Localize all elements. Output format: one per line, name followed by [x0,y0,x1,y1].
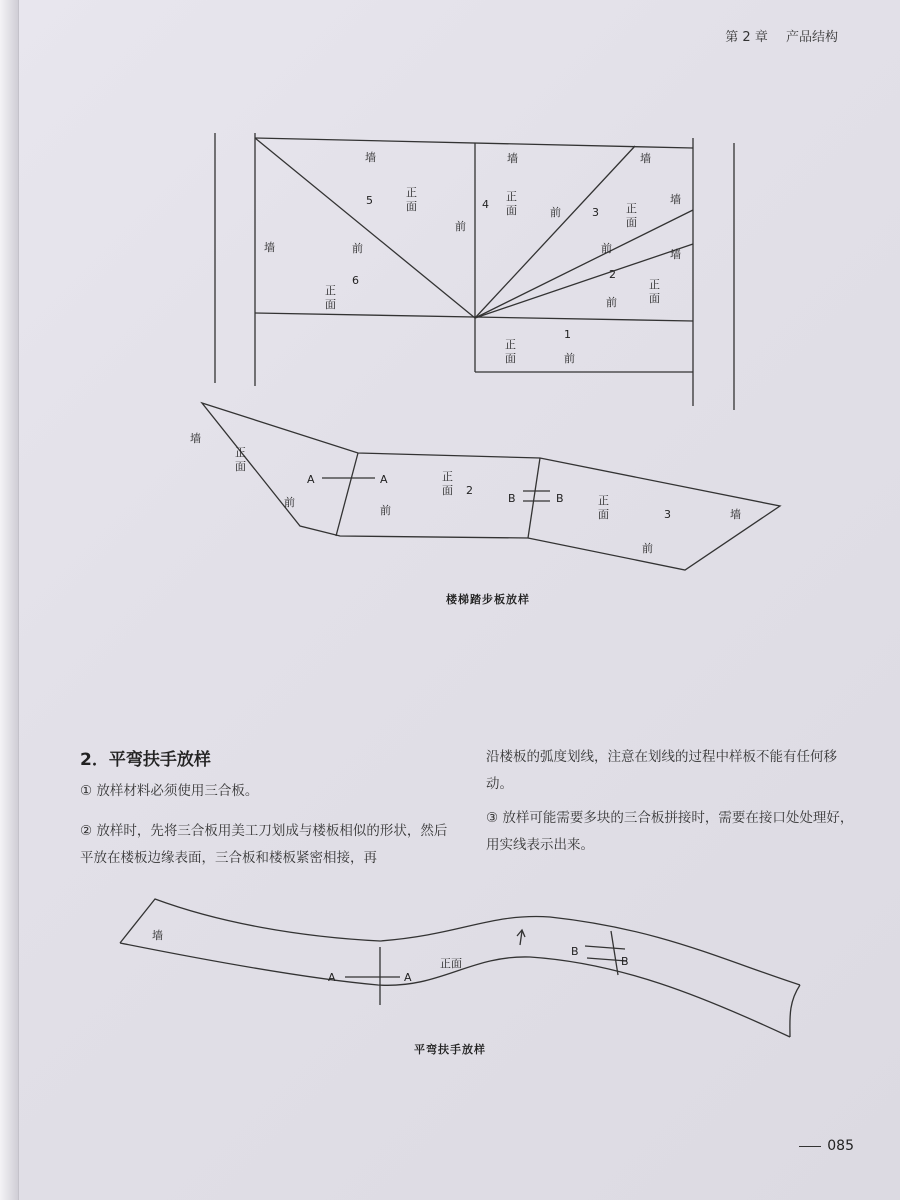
fig1-face2-1: 面 [505,352,516,365]
paragraph-3: ③ 放样可能需要多块的三合板拼接时，需要在接口处处理好，用实线表示出来。 [486,810,854,853]
fig1-mark-a-right: A [380,473,388,486]
fig1-num-2: 2 [609,268,616,281]
seam-b [528,458,540,538]
fig1-wall-6: 墙 [264,241,275,254]
chapter-label: 第 2 章 [725,30,768,45]
figure2-caption: 平弯扶手放样 [414,1043,486,1056]
fig1-lower-num-2: 2 [466,484,473,497]
fig1-face2-4: 面 [506,204,517,217]
fig2-wall: 墙 [152,929,163,942]
fig1-wall-4: 墙 [507,152,518,165]
fig1-face1-4: 正 [506,190,517,203]
fig2-mark-a-right: A [404,971,412,984]
fig1-num-3: 3 [592,206,599,219]
arrow-shaft [520,931,522,945]
fig1-lower-face1-2: 正 [442,470,453,483]
handrail-seam-b [611,931,618,975]
footer-dash [799,1146,821,1147]
fig1-face1-3: 正 [626,202,637,215]
diagonal-3 [475,146,635,318]
fig1-wall-3a: 墙 [640,152,651,165]
fig1-wall-2: 墙 [670,248,681,261]
fig1-lower-num-3: 3 [664,508,671,521]
fig1-wall-3b: 墙 [670,193,681,206]
handrail-diagram [100,885,820,1055]
page-number: 085 [827,1138,854,1154]
fig1-face1-6: 正 [325,284,336,297]
fig1-face1-5: 正 [406,186,417,199]
running-header [711,26,838,45]
fig1-front-6: 前 [352,242,363,255]
paragraph-2-continued: 沿楼板的弧度划线，注意在划线的过程中样板不能有任何移动。 [486,749,837,792]
fig1-lower-front-2: 前 [380,504,391,517]
fig1-num-5: 5 [366,194,373,207]
fig1-mark-a-left: A [307,473,315,486]
fig1-face1-2: 正 [649,278,660,291]
fig1-front-2: 前 [606,296,617,309]
fig1-lower-front-1: 前 [284,496,295,509]
diagonal-3-2 [475,210,693,318]
diagonal-2 [475,244,693,318]
fig1-lower-face1-1: 正 [235,446,246,459]
section-label: 产品结构 [785,30,838,45]
fig1-num-6: 6 [352,274,359,287]
fig1-lower-wall-1: 墙 [190,432,201,445]
fig1-lower-front-3: 前 [642,542,653,555]
page-footer [799,1138,854,1154]
fig1-wall-5: 墙 [365,151,376,164]
fig1-lower-face1-3: 正 [598,494,609,507]
fig1-front-5: 前 [455,220,466,233]
stair-tread-diagram [140,128,800,608]
fig1-face2-5: 面 [406,200,417,213]
fig1-mark-b-left: B [508,492,516,505]
fig1-front-4: 前 [550,206,561,219]
fig1-front-1: 前 [564,352,575,365]
fig1-lower-wall-3: 墙 [730,508,741,521]
fig1-front-3: 前 [601,242,612,255]
fig2-face: 正面 [440,957,462,970]
fig1-face2-6: 面 [325,298,336,311]
fig1-mark-b-right: B [556,492,564,505]
fig2-mark-b-right: B [621,955,629,968]
fig1-lower-face2-3: 面 [598,508,609,521]
fig1-face1-1: 正 [505,338,516,351]
section-heading: 2．平弯扶手放样 [80,750,211,770]
fig2-mark-a-left: A [328,971,336,984]
seam-a [336,453,358,536]
unfolded-treads-outline [202,403,780,570]
fig1-face2-3: 面 [626,216,637,229]
handrail-end-edge [790,985,800,1037]
fig1-num-4: 4 [482,198,489,211]
figure1-caption: 楼梯踏步板放样 [446,593,530,606]
book-spine [0,0,19,1200]
handrail-top-edge [120,899,800,985]
handrail-mark-b1 [585,946,625,949]
paragraph-2: ② 放样时，先将三合板用美工刀划成与楼板相似的形状，然后平放在楼板边缘表面，三合板和楼板紧密相接，再 [80,823,448,866]
paragraph-1: ① 放样材料必须使用三合板。 [80,783,259,799]
top-edge [255,138,693,148]
fig1-lower-face2-2: 面 [442,484,453,497]
fig1-lower-face2-1: 面 [235,460,246,473]
diagonal-5-6 [255,138,475,318]
fig2-mark-b-left: B [571,945,579,958]
fig1-face2-2: 面 [649,292,660,305]
fig1-num-1: 1 [564,328,571,341]
